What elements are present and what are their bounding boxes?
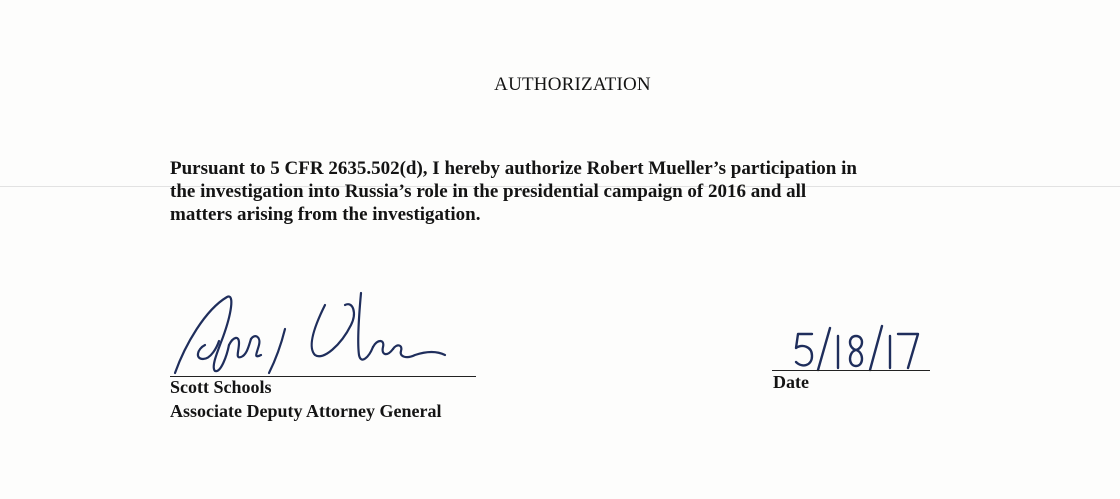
signer-name: Scott Schools <box>170 377 272 397</box>
date-line <box>772 370 930 371</box>
handwritten-date <box>790 322 930 374</box>
paragraph-line-3: matters arising from the investigation. <box>170 204 481 225</box>
signer-title: Associate Deputy Attorney General <box>170 401 442 421</box>
paragraph-line-1: Pursuant to 5 CFR 2635.502(d), I hereby authorize Robert Mueller’s participation in <box>170 158 857 179</box>
authorization-paragraph <box>170 157 890 226</box>
date-label: Date <box>773 372 809 392</box>
handwritten-signature <box>165 285 465 385</box>
document-title: AUTHORIZATION <box>494 74 651 95</box>
paragraph-line-2: the investigation into Russia’s role in the presidential campaign of 2016 and all <box>170 181 807 202</box>
